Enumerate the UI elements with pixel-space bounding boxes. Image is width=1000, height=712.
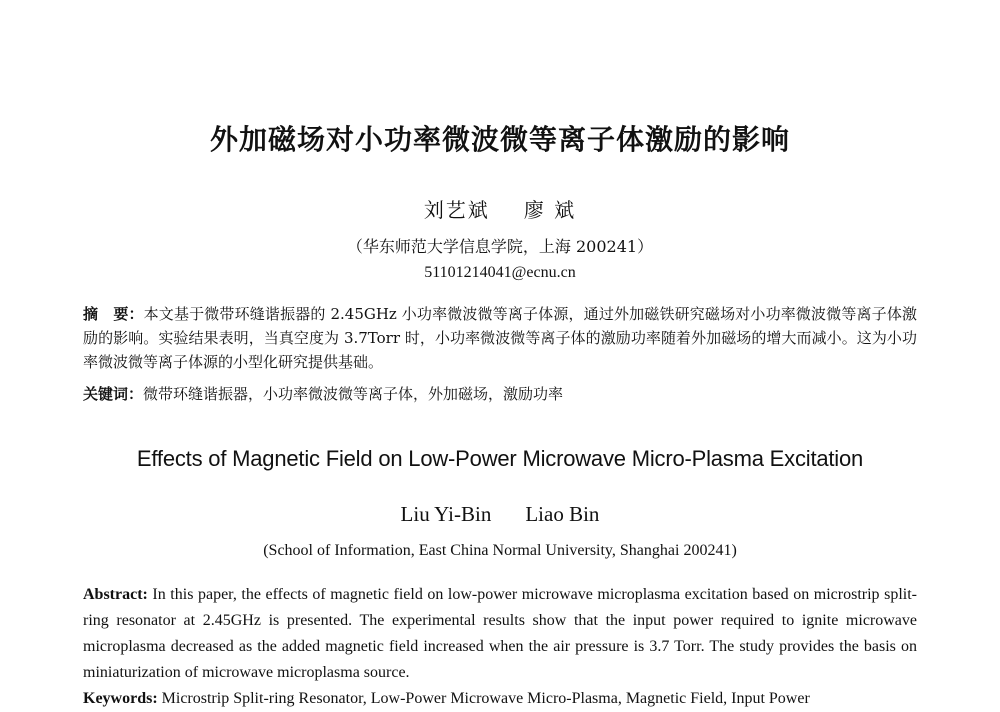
english-keywords-text: Microstrip Split-ring Resonator, Low-Power Microwave Micro-Plasma, Magnetic Field, Input Power: [157, 690, 810, 707]
chinese-title: 外加磁场对小功率微波微等离子体激励的影响: [209, 123, 790, 156]
author-email: 51101214041@ecnu.cn: [424, 264, 576, 281]
english-author-1: Liu Yi-Bin: [400, 502, 492, 526]
english-keywords-label: Keywords:: [83, 690, 158, 707]
chinese-affiliation: （华东师范大学信息学院，上海 200241）: [346, 237, 654, 256]
english-authors: [0, 502, 1000, 527]
chinese-author-1: 刘艺斌: [423, 198, 490, 222]
chinese-abstract-label: 摘 要：: [83, 305, 144, 323]
chinese-author-2: 廖 斌: [523, 198, 577, 222]
chinese-keywords-text: 微带环缝谐振器，小功率微波微等离子体，外加磁场，激励功率: [143, 385, 564, 403]
chinese-keywords: [83, 382, 917, 406]
chinese-abstract-text: 本文基于微带环缝谐振器的 2.45GHz 小功率微波微等离子体源，通过外加磁铁研究磁场对小功率微波微等离子体激励的影响。实验结果表明，当真空度为 3.7Torr 时，小功率微波微等离子体的激励功率随着外加磁场的增大而减小。这为小功率微波微等离子体源的小型化研究提供基础。: [83, 305, 917, 371]
chinese-keywords-label: 关键词：: [83, 385, 144, 403]
english-affiliation: (School of Information, East China Normal University, Shanghai 200241): [263, 542, 737, 559]
english-title: Effects of Magnetic Field on Low-Power Microwave Micro-Plasma Excitation: [136, 446, 864, 471]
english-author-2: Liao Bin: [525, 502, 600, 526]
english-keywords: [83, 686, 917, 712]
chinese-authors: [0, 194, 1000, 223]
chinese-abstract: [83, 302, 917, 374]
english-abstract-label: Abstract:: [83, 586, 148, 603]
english-abstract: [83, 582, 917, 686]
english-abstract-text: In this paper, the effects of magnetic field on low-power microwave microplasma excitation based on microstrip split-ring resonator at 2.45GHz is presented. The experimental results show that the input power required to ignite microwave microplasma decreased as the added magnetic field increased when the air pressure is 3.7 Torr. The study provides the basis on miniaturization of microwave microplasma source.: [83, 586, 917, 681]
